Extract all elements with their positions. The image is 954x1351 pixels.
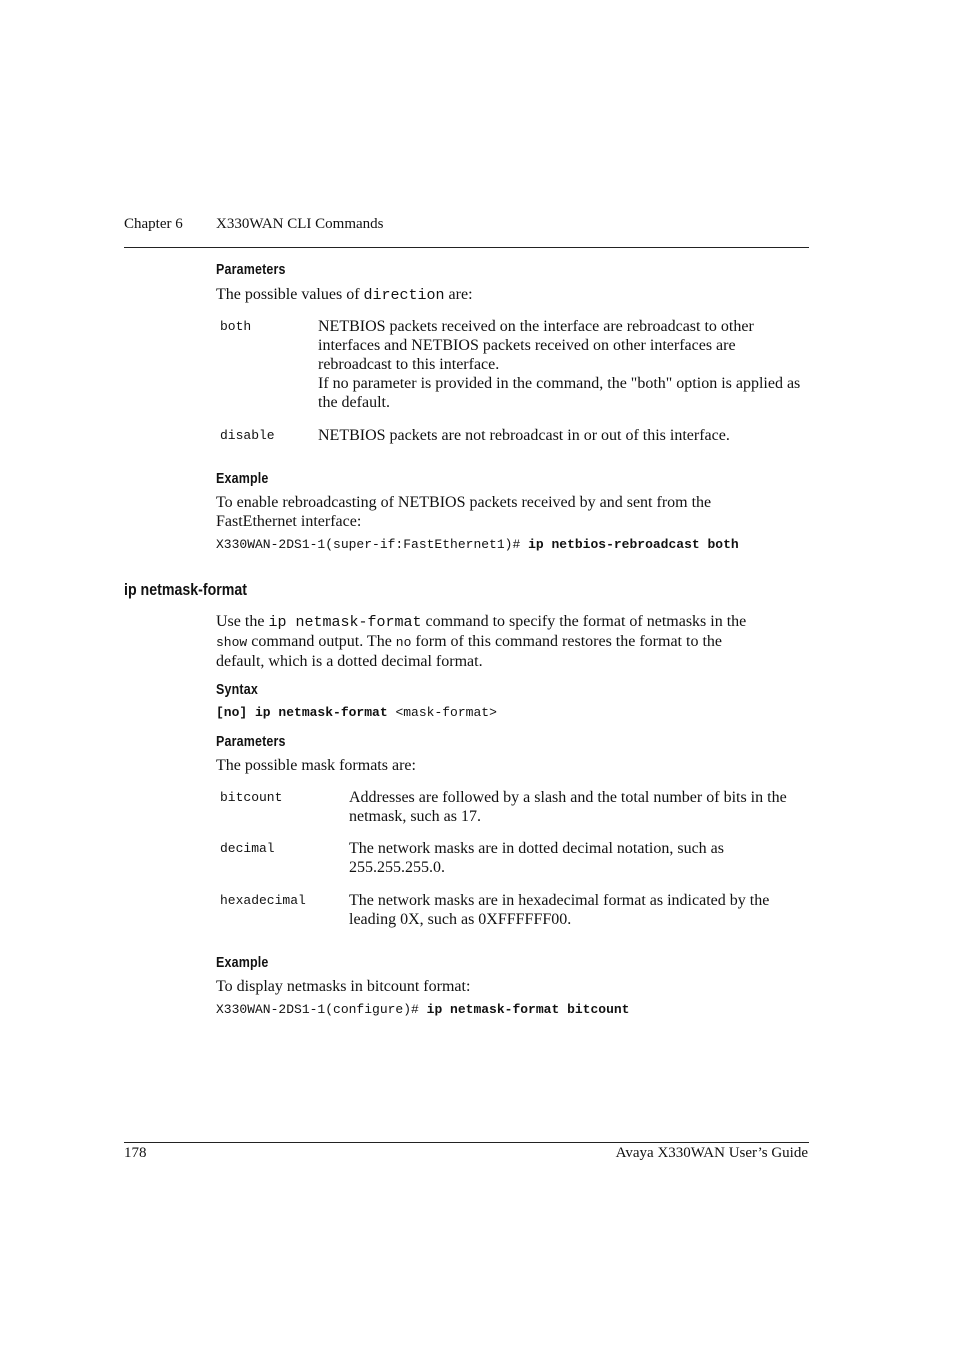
param-desc-bitcount: Addresses are followed by a slash and the total number of bits in the netmask, such as 17. [349, 789, 787, 825]
chapter-label: Chapter 6 [124, 216, 183, 232]
cli-command: ip netbios-rebroadcast both [528, 537, 739, 552]
parameters-intro-2: The possible mask formats are: [216, 757, 416, 774]
example-text: To enable rebroadcasting of NETBIOS packets received by and sent from the FastEthernet interface: [216, 494, 712, 530]
param-term-both: both [220, 319, 252, 334]
param-desc-hexadecimal: The network masks are in hexadecimal format as indicated by the leading 0X, such as 0XFFFFFF00. [349, 892, 770, 928]
example-heading-2: Example [216, 955, 269, 971]
cli-command-2: ip netmask-format bitcount [426, 1002, 630, 1017]
section-intro: Use the ip netmask-format command to specify the format of netmasks in the show command output. The no form of this command restores the format to the default, which is a dotted decimal format. [216, 613, 747, 670]
param-term-disable: disable [220, 428, 275, 443]
show-code: show [216, 635, 248, 650]
param-desc-both: NETBIOS packets received on the interface are rebroadcast to other interfaces and NETBIOS packets received on other interfaces are rebroadcast to this interface. If no parameter is provided in the command, the "both" option is applied as the default. [318, 318, 801, 411]
syntax-argument: <mask-format> [395, 705, 497, 720]
example-heading: Example [216, 471, 269, 487]
example-text-2: To display netmasks in bitcount format: [216, 978, 471, 995]
parameters-heading: Parameters [216, 262, 286, 278]
example-command-line [216, 537, 739, 552]
cli-prompt: X330WAN-2DS1-1(super-if:FastEthernet1)# [216, 537, 529, 552]
direction-code: direction [363, 287, 445, 304]
parameters-heading-2: Parameters [216, 734, 286, 750]
cli-prompt-2: X330WAN-2DS1-1(configure)# [216, 1002, 427, 1017]
param-term-hexadecimal: hexadecimal [220, 893, 306, 908]
page-number: 178 [124, 1145, 147, 1161]
param-desc-disable: NETBIOS packets are not rebroadcast in or out of this interface. [318, 427, 730, 444]
param-desc-decimal: The network masks are in dotted decimal notation, such as 255.255.255.0. [349, 840, 725, 876]
no-code: no [395, 635, 412, 650]
chapter-title: X330WAN CLI Commands [216, 216, 384, 232]
guide-title: Avaya X330WAN User’s Guide [615, 1145, 808, 1161]
section-title: ip netmask-format [124, 581, 248, 599]
syntax-command: [no] ip netmask-format [216, 705, 388, 720]
param-term-bitcount: bitcount [220, 790, 283, 805]
parameters-intro: The possible values of direction are: [216, 286, 473, 304]
netmask-command-code: ip netmask-format [268, 614, 422, 631]
syntax-heading: Syntax [216, 682, 258, 698]
param-term-decimal: decimal [220, 841, 275, 856]
example-command-line-2 [216, 1002, 629, 1017]
syntax-line [216, 705, 497, 720]
footer-rule [124, 1142, 809, 1143]
header-rule [124, 247, 809, 248]
